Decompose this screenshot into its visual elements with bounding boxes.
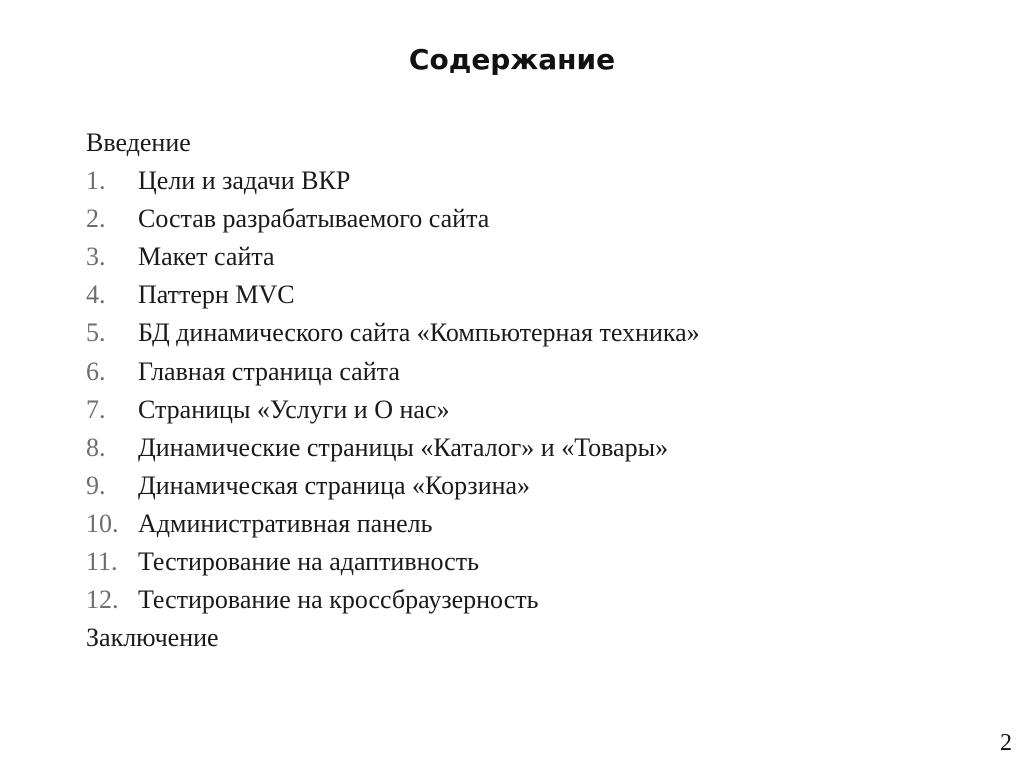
item-number: 3.: [86, 242, 106, 272]
item-text: Состав разрабатываемого сайта: [138, 204, 490, 234]
list-item: [86, 467, 986, 505]
slide-title: Содержание: [408, 43, 616, 76]
list-item: [86, 162, 986, 200]
list-item: [86, 391, 986, 429]
item-text: БД динамического сайта «Компьютерная техника»: [138, 318, 700, 348]
list-item: [86, 505, 986, 543]
item-number: 6.: [86, 356, 106, 386]
item-text: Страницы «Услуги и О нас»: [138, 394, 450, 424]
item-text: Тестирование на адаптивность: [138, 547, 479, 577]
list-item: [86, 314, 986, 352]
item-text: Цели и задачи ВКР: [138, 166, 351, 196]
list-item: [86, 581, 986, 619]
list-item: [86, 353, 986, 391]
intro-entry: Введение: [86, 128, 191, 157]
item-number: 4.: [86, 280, 106, 310]
item-number: 7.: [86, 394, 106, 424]
item-number: 12.: [86, 585, 119, 615]
item-text: Макет сайта: [138, 242, 275, 272]
item-number: 11.: [86, 547, 118, 577]
item-number: 10.: [86, 508, 119, 538]
item-text: Главная страница сайта: [138, 356, 400, 386]
list-item: [86, 429, 986, 467]
item-text: Динамические страницы «Каталог» и «Товары»: [138, 432, 669, 462]
list-item: [86, 200, 986, 238]
item-number: 2.: [86, 204, 106, 234]
item-text: Паттерн MVC: [138, 280, 295, 310]
list-item: [86, 238, 986, 276]
table-of-contents: [86, 124, 986, 657]
item-text: Административная панель: [138, 508, 433, 538]
item-number: 1.: [86, 166, 106, 196]
item-number: 9.: [86, 470, 106, 500]
list-item: [86, 276, 986, 314]
item-number: 5.: [86, 318, 106, 348]
conclusion-entry: Заключение: [86, 623, 219, 653]
item-text: Тестирование на кроссбраузерность: [138, 585, 539, 615]
list-item: [86, 543, 986, 581]
item-text: Динамическая страница «Корзина»: [138, 470, 531, 500]
page-number: 2: [1000, 730, 1012, 756]
item-number: 8.: [86, 432, 106, 462]
